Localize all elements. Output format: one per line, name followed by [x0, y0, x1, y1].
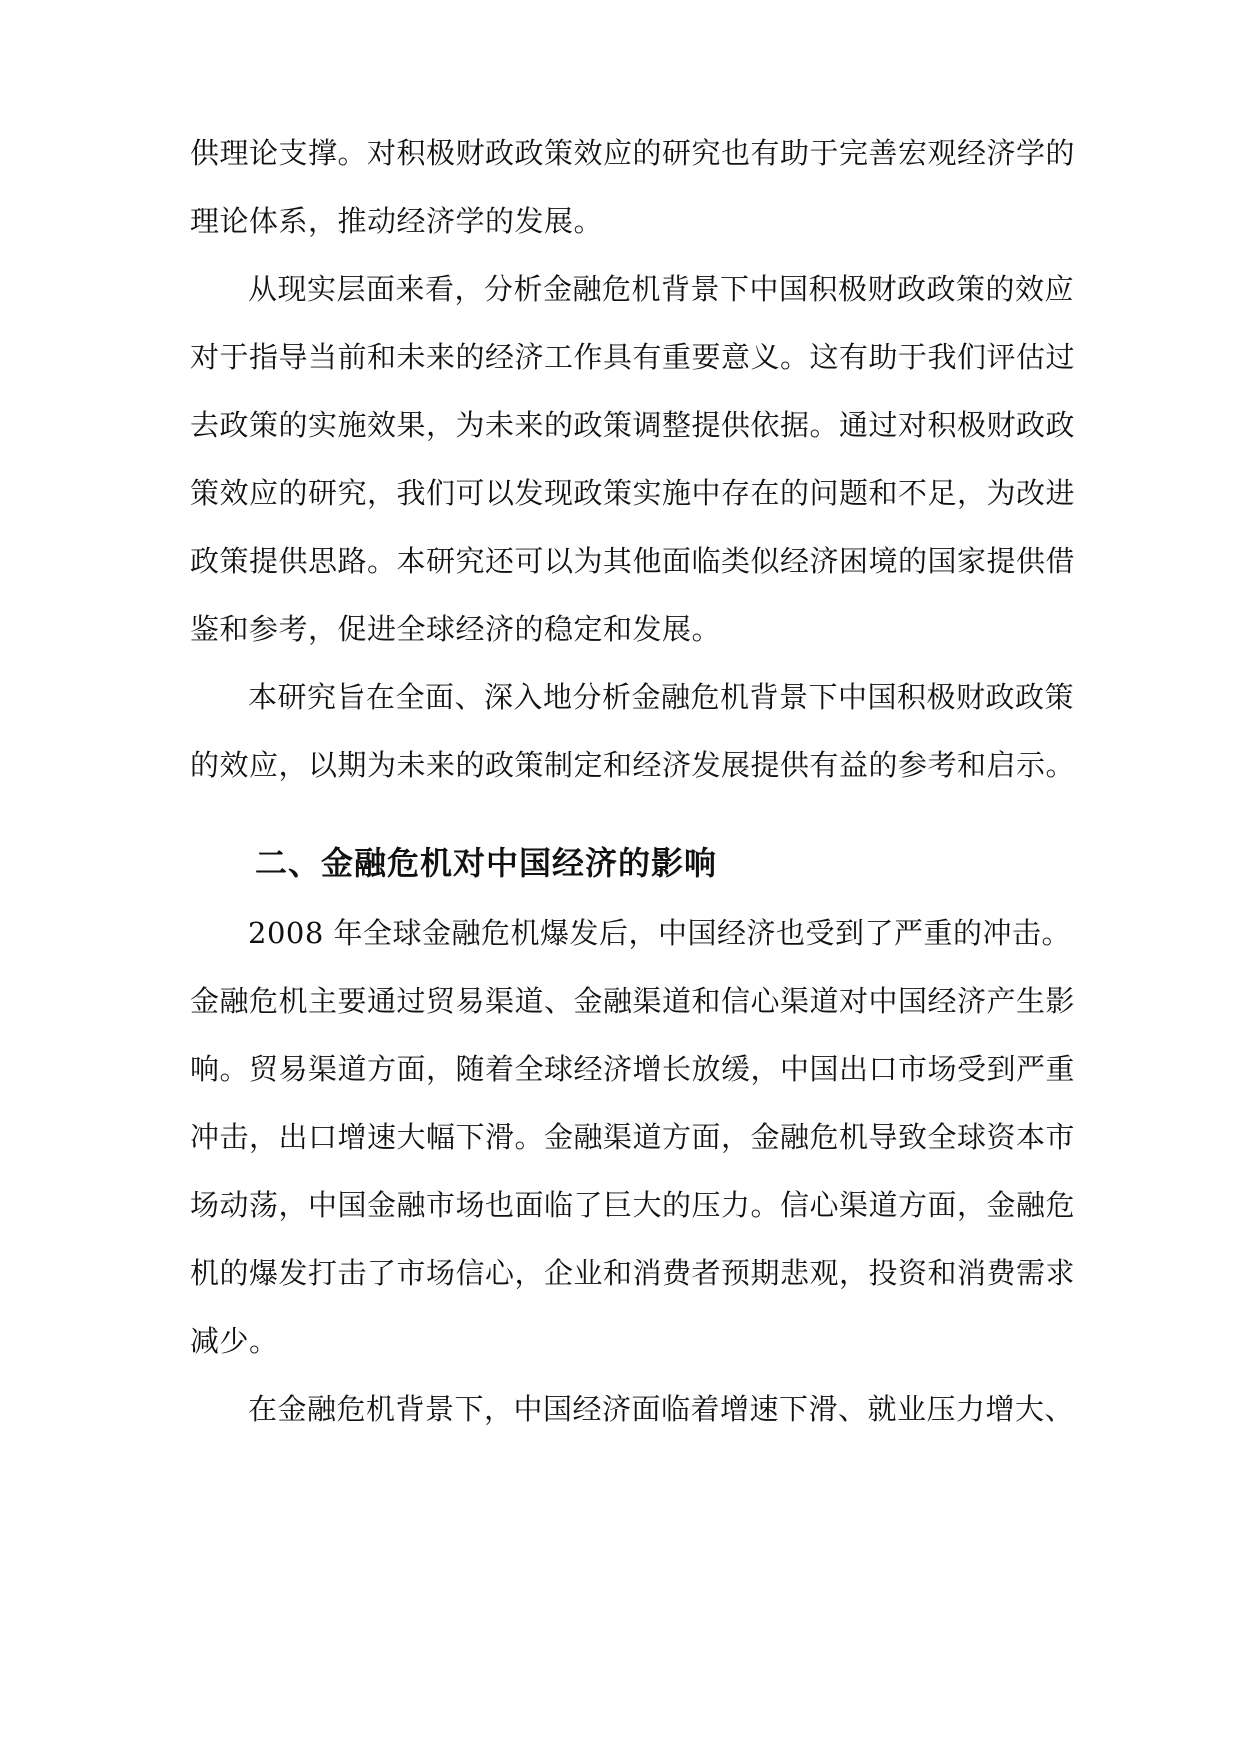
section-paragraph-1-line-6: 机的爆发打击了市场信心，企业和消费者预期悲观，投资和消费需求 [190, 1256, 1076, 1290]
paragraph-3-line-2: 的效应，以期为未来的政策制定和经济发展提供有益的参考和启示。 [190, 748, 1076, 782]
paragraph-2-line-6: 鉴和参考，促进全球经济的稳定和发展。 [190, 612, 722, 646]
paragraph-2-line-4: 策效应的研究，我们可以发现政策实施中存在的问题和不足，为改进 [190, 476, 1076, 510]
section-paragraph-1-line-5: 场动荡，中国金融市场也面临了巨大的压力。信心渠道方面，金融危 [190, 1188, 1076, 1222]
paragraph-1-line-2: 理论体系，推动经济学的发展。 [190, 204, 604, 238]
section-paragraph-2-line-1: 在金融危机背景下，中国经济面临着增速下滑、就业压力增大、 [248, 1392, 1075, 1426]
paragraph-2-line-1: 从现实层面来看，分析金融危机背景下中国积极财政政策的效应 [248, 272, 1075, 306]
section-paragraph-1-line-4: 冲击，出口增速大幅下滑。金融渠道方面，金融危机导致全球资本市 [190, 1120, 1076, 1154]
paragraph-1-line-1: 供理论支撑。对积极财政政策效应的研究也有助于完善宏观经济学的 [190, 136, 1076, 170]
section-paragraph-1-line-7: 减少。 [190, 1324, 279, 1358]
section-paragraph-1-line-3: 响。贸易渠道方面，随着全球经济增长放缓，中国出口市场受到严重 [190, 1052, 1076, 1086]
section-paragraph-1-line-2: 金融危机主要通过贸易渠道、金融渠道和信心渠道对中国经济产生影 [190, 984, 1076, 1018]
paragraph-3-line-1: 本研究旨在全面、深入地分析金融危机背景下中国积极财政政策 [248, 680, 1075, 714]
section-heading: 二、金融危机对中国经济的影响 [255, 844, 718, 882]
paragraph-2-line-2: 对于指导当前和未来的经济工作具有重要意义。这有助于我们评估过 [190, 340, 1076, 374]
paragraph-2-line-3: 去政策的实施效果，为未来的政策调整提供依据。通过对积极财政政 [190, 408, 1076, 442]
paragraph-2-line-5: 政策提供思路。本研究还可以为其他面临类似经济困境的国家提供借 [190, 544, 1076, 578]
section-paragraph-1-line-1: 2008 年全球金融危机爆发后，中国经济也受到了严重的冲击。 [248, 916, 1072, 950]
